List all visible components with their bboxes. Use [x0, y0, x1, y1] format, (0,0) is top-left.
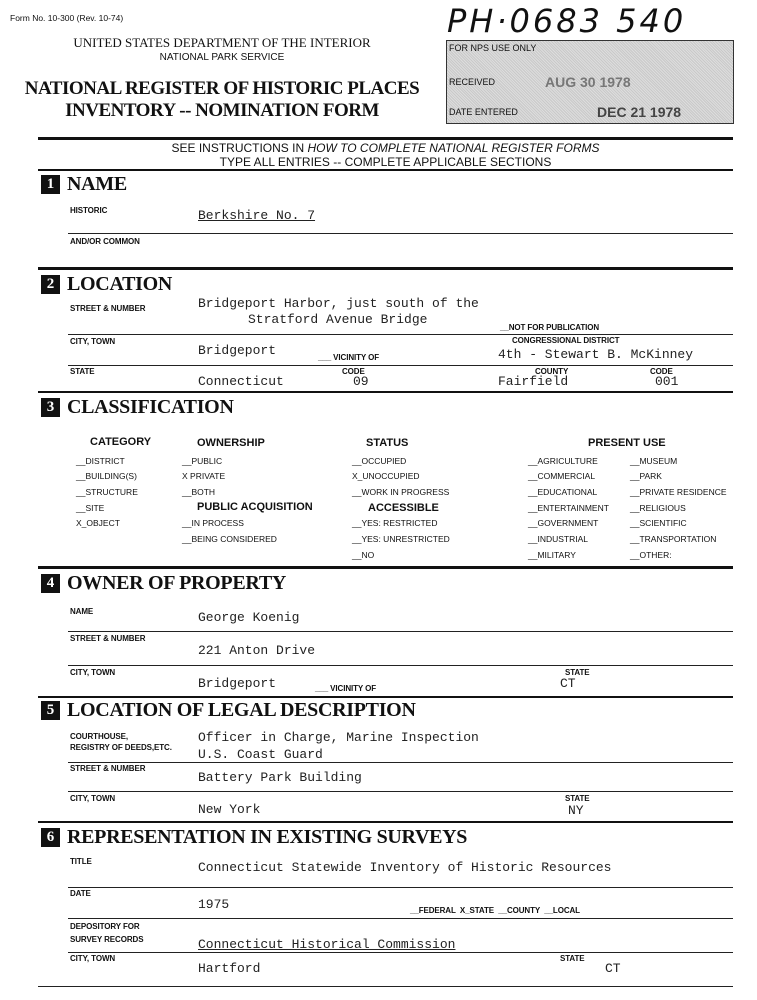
- rule: [68, 631, 733, 632]
- nps-heading: FOR NPS USE ONLY: [449, 43, 537, 53]
- checkbox-option: __BUILDING(S): [76, 471, 137, 481]
- checkbox-option: __WORK IN PROGRESS: [352, 487, 450, 497]
- divider: [38, 169, 733, 171]
- checkbox-option: X PRIVATE: [182, 471, 226, 481]
- section-title: CLASSIFICATION: [67, 396, 234, 418]
- handwritten-id: PH·0683 540: [447, 2, 687, 40]
- form-title-line2: INVENTORY -- NOMINATION FORM: [65, 100, 379, 121]
- divider: [38, 137, 733, 140]
- checkbox-option: __RELIGIOUS: [630, 503, 686, 513]
- section-number: 3: [41, 398, 60, 417]
- section-title: LOCATION OF LEGAL DESCRIPTION: [67, 699, 416, 721]
- present-use-heading: PRESENT USE: [588, 437, 666, 449]
- rule: [68, 887, 733, 888]
- rule: [68, 365, 733, 366]
- survey-title-value: Connecticut Statewide Inventory of Historic Resources: [198, 860, 612, 875]
- street-value-line1: Bridgeport Harbor, just south of the: [198, 296, 479, 311]
- checkbox-option: __MUSEUM: [630, 456, 678, 466]
- rule: [68, 952, 733, 953]
- checkbox-option: __ENTERTAINMENT: [528, 503, 609, 513]
- depository-value: Connecticut Historical Commission: [198, 937, 456, 952]
- nps-use-box: [446, 40, 734, 124]
- survey-date-label: DATE: [70, 889, 91, 898]
- section-title: LOCATION: [67, 273, 173, 295]
- owner-state-label: STATE: [565, 668, 590, 677]
- category-heading: CATEGORY: [90, 436, 152, 448]
- owner-state-value: CT: [560, 676, 576, 691]
- owner-city-label: CITY, TOWN: [70, 668, 116, 677]
- city-value: Bridgeport: [198, 343, 277, 358]
- survey-state-value: CT: [605, 961, 621, 976]
- checkbox-option: __GOVERNMENT: [528, 518, 599, 528]
- survey-date-value: 1975: [198, 897, 230, 912]
- checkbox-option: __COMMERCIAL: [528, 471, 596, 481]
- rule: [68, 233, 733, 234]
- received-label: RECEIVED: [449, 77, 496, 87]
- legal-state-value: NY: [568, 803, 584, 818]
- legal-city-label: CITY, TOWN: [70, 794, 116, 803]
- date-entered-stamp: DEC 21 1978: [597, 104, 682, 120]
- checkbox-option: __YES: RESTRICTED: [352, 518, 438, 528]
- checkbox-option: __BOTH: [182, 487, 216, 497]
- date-entered-label: DATE ENTERED: [449, 107, 518, 117]
- checkbox-option: __OCCUPIED: [352, 456, 407, 466]
- owner-name-label: NAME: [70, 607, 94, 616]
- instructions: [38, 141, 733, 155]
- checkbox-option: __IN PROCESS: [182, 518, 244, 528]
- divider: [38, 267, 733, 270]
- section-number: 1: [41, 175, 60, 194]
- street-value-line2: Stratford Avenue Bridge: [248, 312, 428, 327]
- checkbox-option: __PRIVATE RESIDENCE: [630, 487, 727, 497]
- checkbox-option: __YES: UNRESTRICTED: [352, 534, 450, 544]
- instructions-line2: TYPE ALL ENTRIES -- COMPLETE APPLICABLE SECTIONS: [219, 155, 552, 169]
- vicinity-of: ___ VICINITY OF: [315, 684, 377, 693]
- historic-label: HISTORIC: [70, 206, 108, 215]
- street-label: STREET & NUMBER: [70, 304, 146, 313]
- section-title: OWNER OF PROPERTY: [67, 572, 287, 594]
- not-for-publication: __NOT FOR PUBLICATION: [500, 323, 600, 332]
- department: UNITED STATES DEPARTMENT OF THE INTERIOR: [73, 35, 371, 50]
- checkbox-option: __EDUCATIONAL: [528, 487, 598, 497]
- checkbox-option: __TRANSPORTATION: [630, 534, 717, 544]
- section-number: 6: [41, 828, 60, 847]
- legal-street-value: Battery Park Building: [198, 770, 362, 785]
- rule: [68, 665, 733, 666]
- section-title: NAME: [67, 173, 127, 195]
- checkbox-option: __AGRICULTURE: [528, 456, 598, 466]
- instructions-title: HOW TO COMPLETE NATIONAL REGISTER FORMS: [307, 141, 600, 155]
- rule: [68, 334, 733, 335]
- common-name-label: AND/OR COMMON: [70, 237, 140, 246]
- county-label: COUNTY: [535, 367, 569, 376]
- section-number: 2: [41, 275, 60, 294]
- checkbox-option: __STRUCTURE: [76, 487, 138, 497]
- status-heading: STATUS: [366, 437, 409, 449]
- checkbox-option: __MILITARY: [528, 550, 576, 560]
- historic-name-value: Berkshire No. 7: [198, 208, 316, 223]
- legal-city-value: New York: [198, 802, 261, 817]
- instructions-text: SEE INSTRUCTIONS IN: [171, 141, 308, 155]
- vicinity-of: ___ VICINITY OF: [318, 353, 380, 362]
- checkbox-option: __PUBLIC: [182, 456, 223, 466]
- congressional-district-value: 4th - Stewart B. McKinney: [498, 347, 694, 362]
- section-title: REPRESENTATION IN EXISTING SURVEYS: [67, 826, 468, 848]
- survey-city-value: Hartford: [198, 961, 261, 976]
- depository-label: DEPOSITORY FOR: [70, 922, 140, 931]
- state-label: STATE: [70, 367, 95, 376]
- divider: [38, 696, 733, 698]
- county-code-value: 001: [655, 374, 679, 389]
- survey-title-label: TITLE: [70, 857, 92, 866]
- state-code-value: 09: [353, 374, 369, 389]
- registry-label: REGISTRY OF DEEDS,ETC.: [70, 743, 172, 752]
- legal-state-label: STATE: [565, 794, 590, 803]
- checkbox-option: __INDUSTRIAL: [528, 534, 588, 544]
- survey-city-label: CITY, TOWN: [70, 954, 116, 963]
- accessible-heading: ACCESSIBLE: [368, 502, 439, 514]
- rule: [68, 762, 733, 763]
- checkbox-option: __BEING CONSIDERED: [182, 534, 277, 544]
- survey-state-label: STATE: [560, 954, 585, 963]
- section-number: 5: [41, 701, 60, 720]
- rule: [38, 986, 733, 987]
- courthouse-value-line1: Officer in Charge, Marine Inspection: [198, 730, 479, 745]
- county-value: Fairfield: [498, 374, 569, 389]
- legal-street-label: STREET & NUMBER: [70, 764, 146, 773]
- owner-name-value: George Koenig: [198, 610, 300, 625]
- divider: [38, 391, 733, 393]
- owner-street-label: STREET & NUMBER: [70, 634, 146, 643]
- checkbox-option: __PARK: [630, 471, 662, 481]
- form-title-line1: NATIONAL REGISTER OF HISTORIC PLACES: [24, 78, 420, 99]
- survey-levels: __FEDERAL X_STATE __COUNTY __LOCAL: [410, 906, 580, 915]
- service: NATIONAL PARK SERVICE: [159, 52, 285, 63]
- divider: [38, 566, 733, 569]
- public-acquisition-heading: PUBLIC ACQUISITION: [197, 501, 313, 513]
- county-code-label: CODE: [650, 367, 673, 376]
- form-number: Form No. 10-300 (Rev. 10-74): [10, 13, 124, 23]
- ownership-heading: OWNERSHIP: [197, 437, 265, 449]
- survey-records-label: SURVEY RECORDS: [70, 935, 144, 944]
- state-value: Connecticut: [198, 374, 284, 389]
- courthouse-value-line2: U.S. Coast Guard: [198, 747, 323, 762]
- owner-city-value: Bridgeport: [198, 676, 277, 691]
- owner-street-value: 221 Anton Drive: [198, 643, 316, 658]
- congressional-district-label: CONGRESSIONAL DISTRICT: [512, 336, 620, 345]
- checkbox-option: __SITE: [76, 503, 105, 513]
- divider: [38, 821, 733, 823]
- checkbox-option: __NO: [352, 550, 375, 560]
- code-label: CODE: [342, 367, 365, 376]
- checkbox-option: __OTHER:: [630, 550, 672, 560]
- checkbox-option: X_OBJECT: [76, 518, 120, 528]
- checkbox-option: __DISTRICT: [76, 456, 125, 466]
- checkbox-option: X_UNOCCUPIED: [352, 471, 420, 481]
- received-stamp: AUG 30 1978: [545, 74, 631, 90]
- rule: [68, 918, 733, 919]
- rule: [68, 791, 733, 792]
- city-label: CITY, TOWN: [70, 337, 116, 346]
- section-number: 4: [41, 574, 60, 593]
- checkbox-option: __SCIENTIFIC: [630, 518, 687, 528]
- courthouse-label: COURTHOUSE,: [70, 732, 129, 741]
